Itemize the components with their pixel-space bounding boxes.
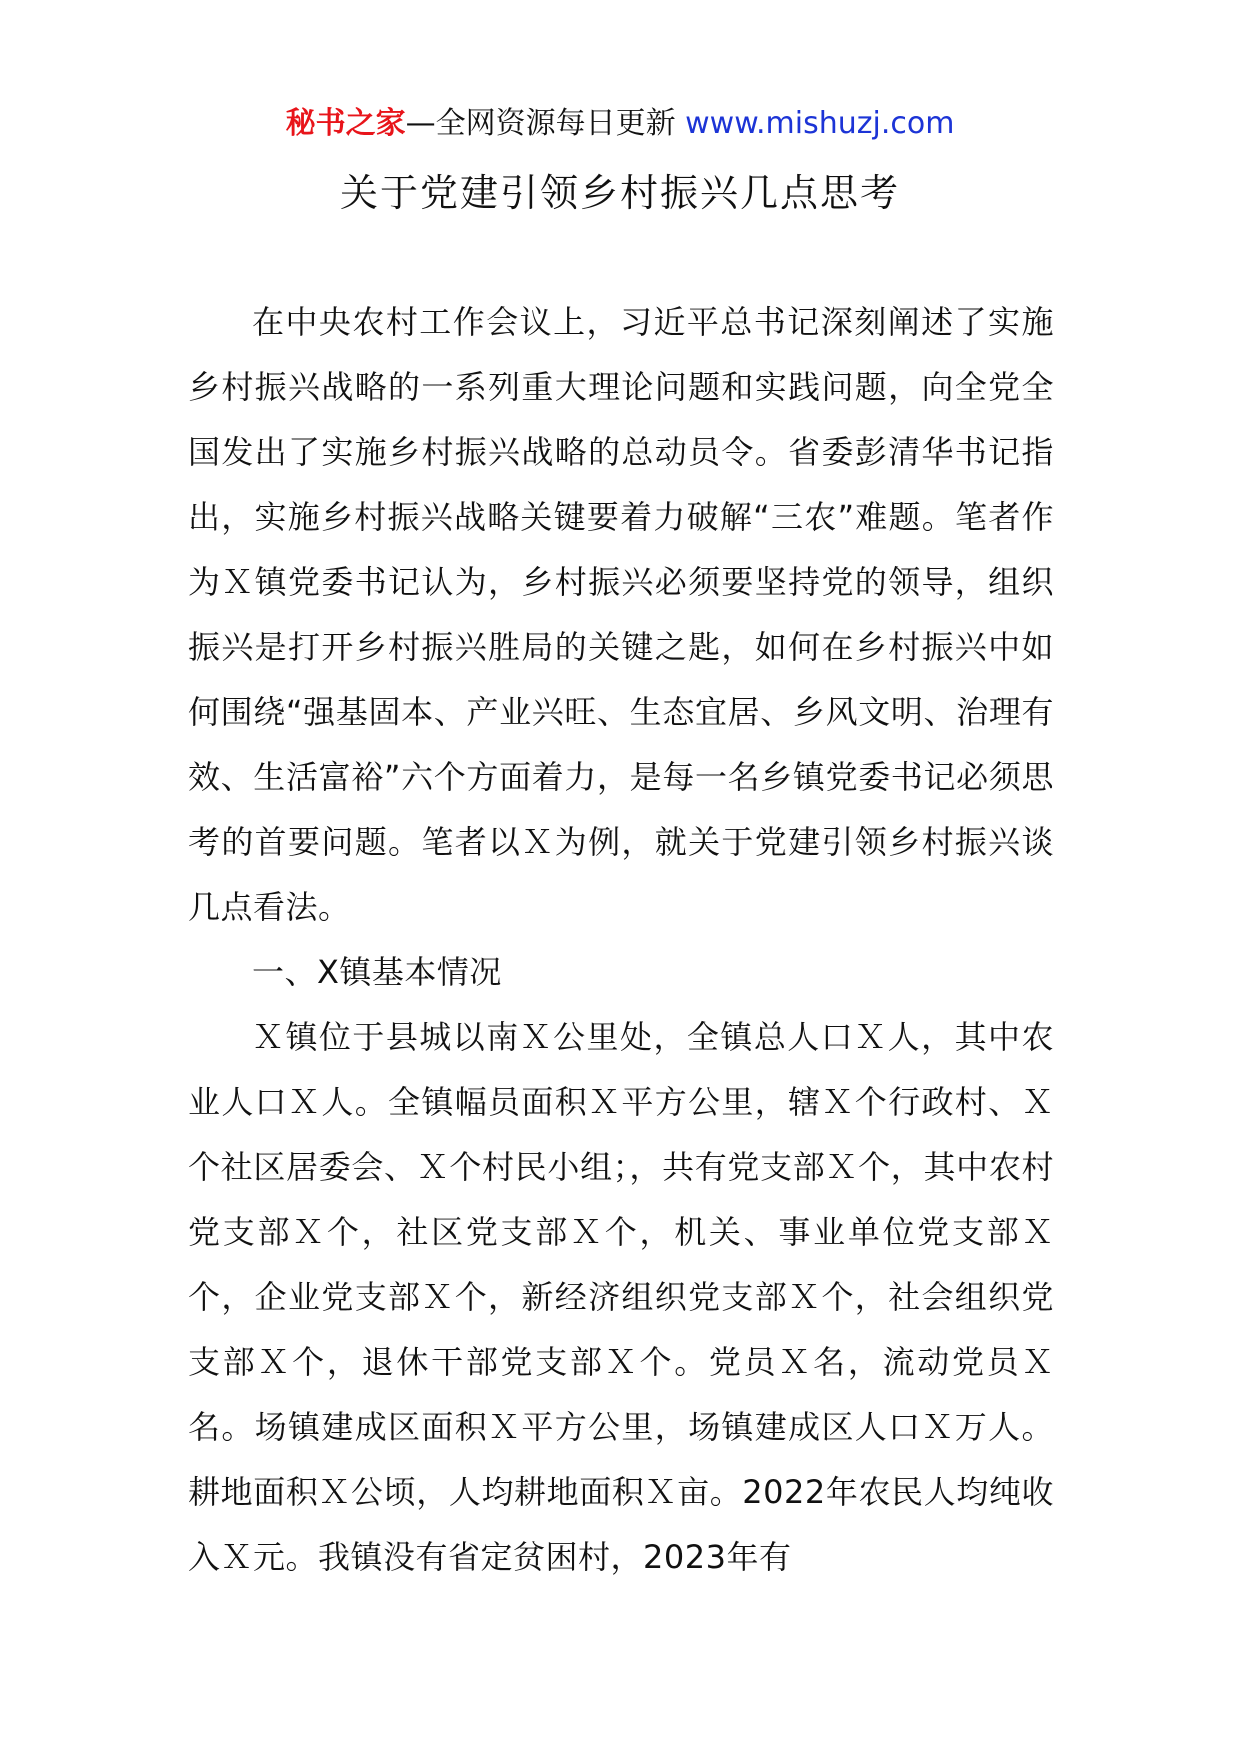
- site-tagline: —全网资源每日更新: [405, 106, 676, 141]
- site-brand: 秘书之家: [285, 106, 406, 141]
- section-heading: 一、X镇基本情况: [252, 953, 502, 991]
- intro-paragraph: 在中央农村工作会议上，习近平总书记深刻阐述了实施乡村振兴战略的一系列重大理论问题和实践问题，向全党全国发出了实施乡村振兴战略的总动员令。省委彭清华书记指出，实施乡村振兴战略关键要着力破解“三农”难题。笔者作为Ｘ镇党委书记认为，乡村振兴必须要坚持党的领导，组织振兴是打开乡村振兴胜局的关键之匙，如何在乡村振兴中如何围绕“强基固本、产业兴旺、生态宜居、乡风文明、治理有效、生活富裕”六个方面着力，是每一名乡镇党委书记必须思考的首要问题。笔者以Ｘ为例，就关于党建引领乡村振兴谈几点看法。: [188, 303, 1054, 926]
- site-header: [0, 100, 1240, 148]
- document-body: [188, 290, 1054, 1590]
- section-paragraph: Ｘ镇位于县城以南Ｘ公里处，全镇总人口Ｘ人，其中农业人口Ｘ人。全镇幅员面积Ｘ平方公里，辖Ｘ个行政村、Ｘ个社区居委会、Ｘ个村民小组；，共有党支部Ｘ个，其中农村党支部Ｘ个，社区党支部Ｘ个，机关、事业单位党支部Ｘ个，企业党支部Ｘ个，新经济组织党支部Ｘ个，社会组织党支部Ｘ个，退休干部党支部Ｘ个。党员Ｘ名，流动党员Ｘ名。场镇建成区面积Ｘ平方公里，场镇建成区人口Ｘ万人。耕地面积Ｘ公顷，人均耕地面积Ｘ亩。2022年农民人均纯收入Ｘ元。我镇没有省定贫困村，2023年有: [188, 1018, 1054, 1576]
- site-url-link[interactable]: www.mishuzj.com: [685, 106, 955, 141]
- document-title: 关于党建引领乡村振兴几点思考: [339, 171, 900, 215]
